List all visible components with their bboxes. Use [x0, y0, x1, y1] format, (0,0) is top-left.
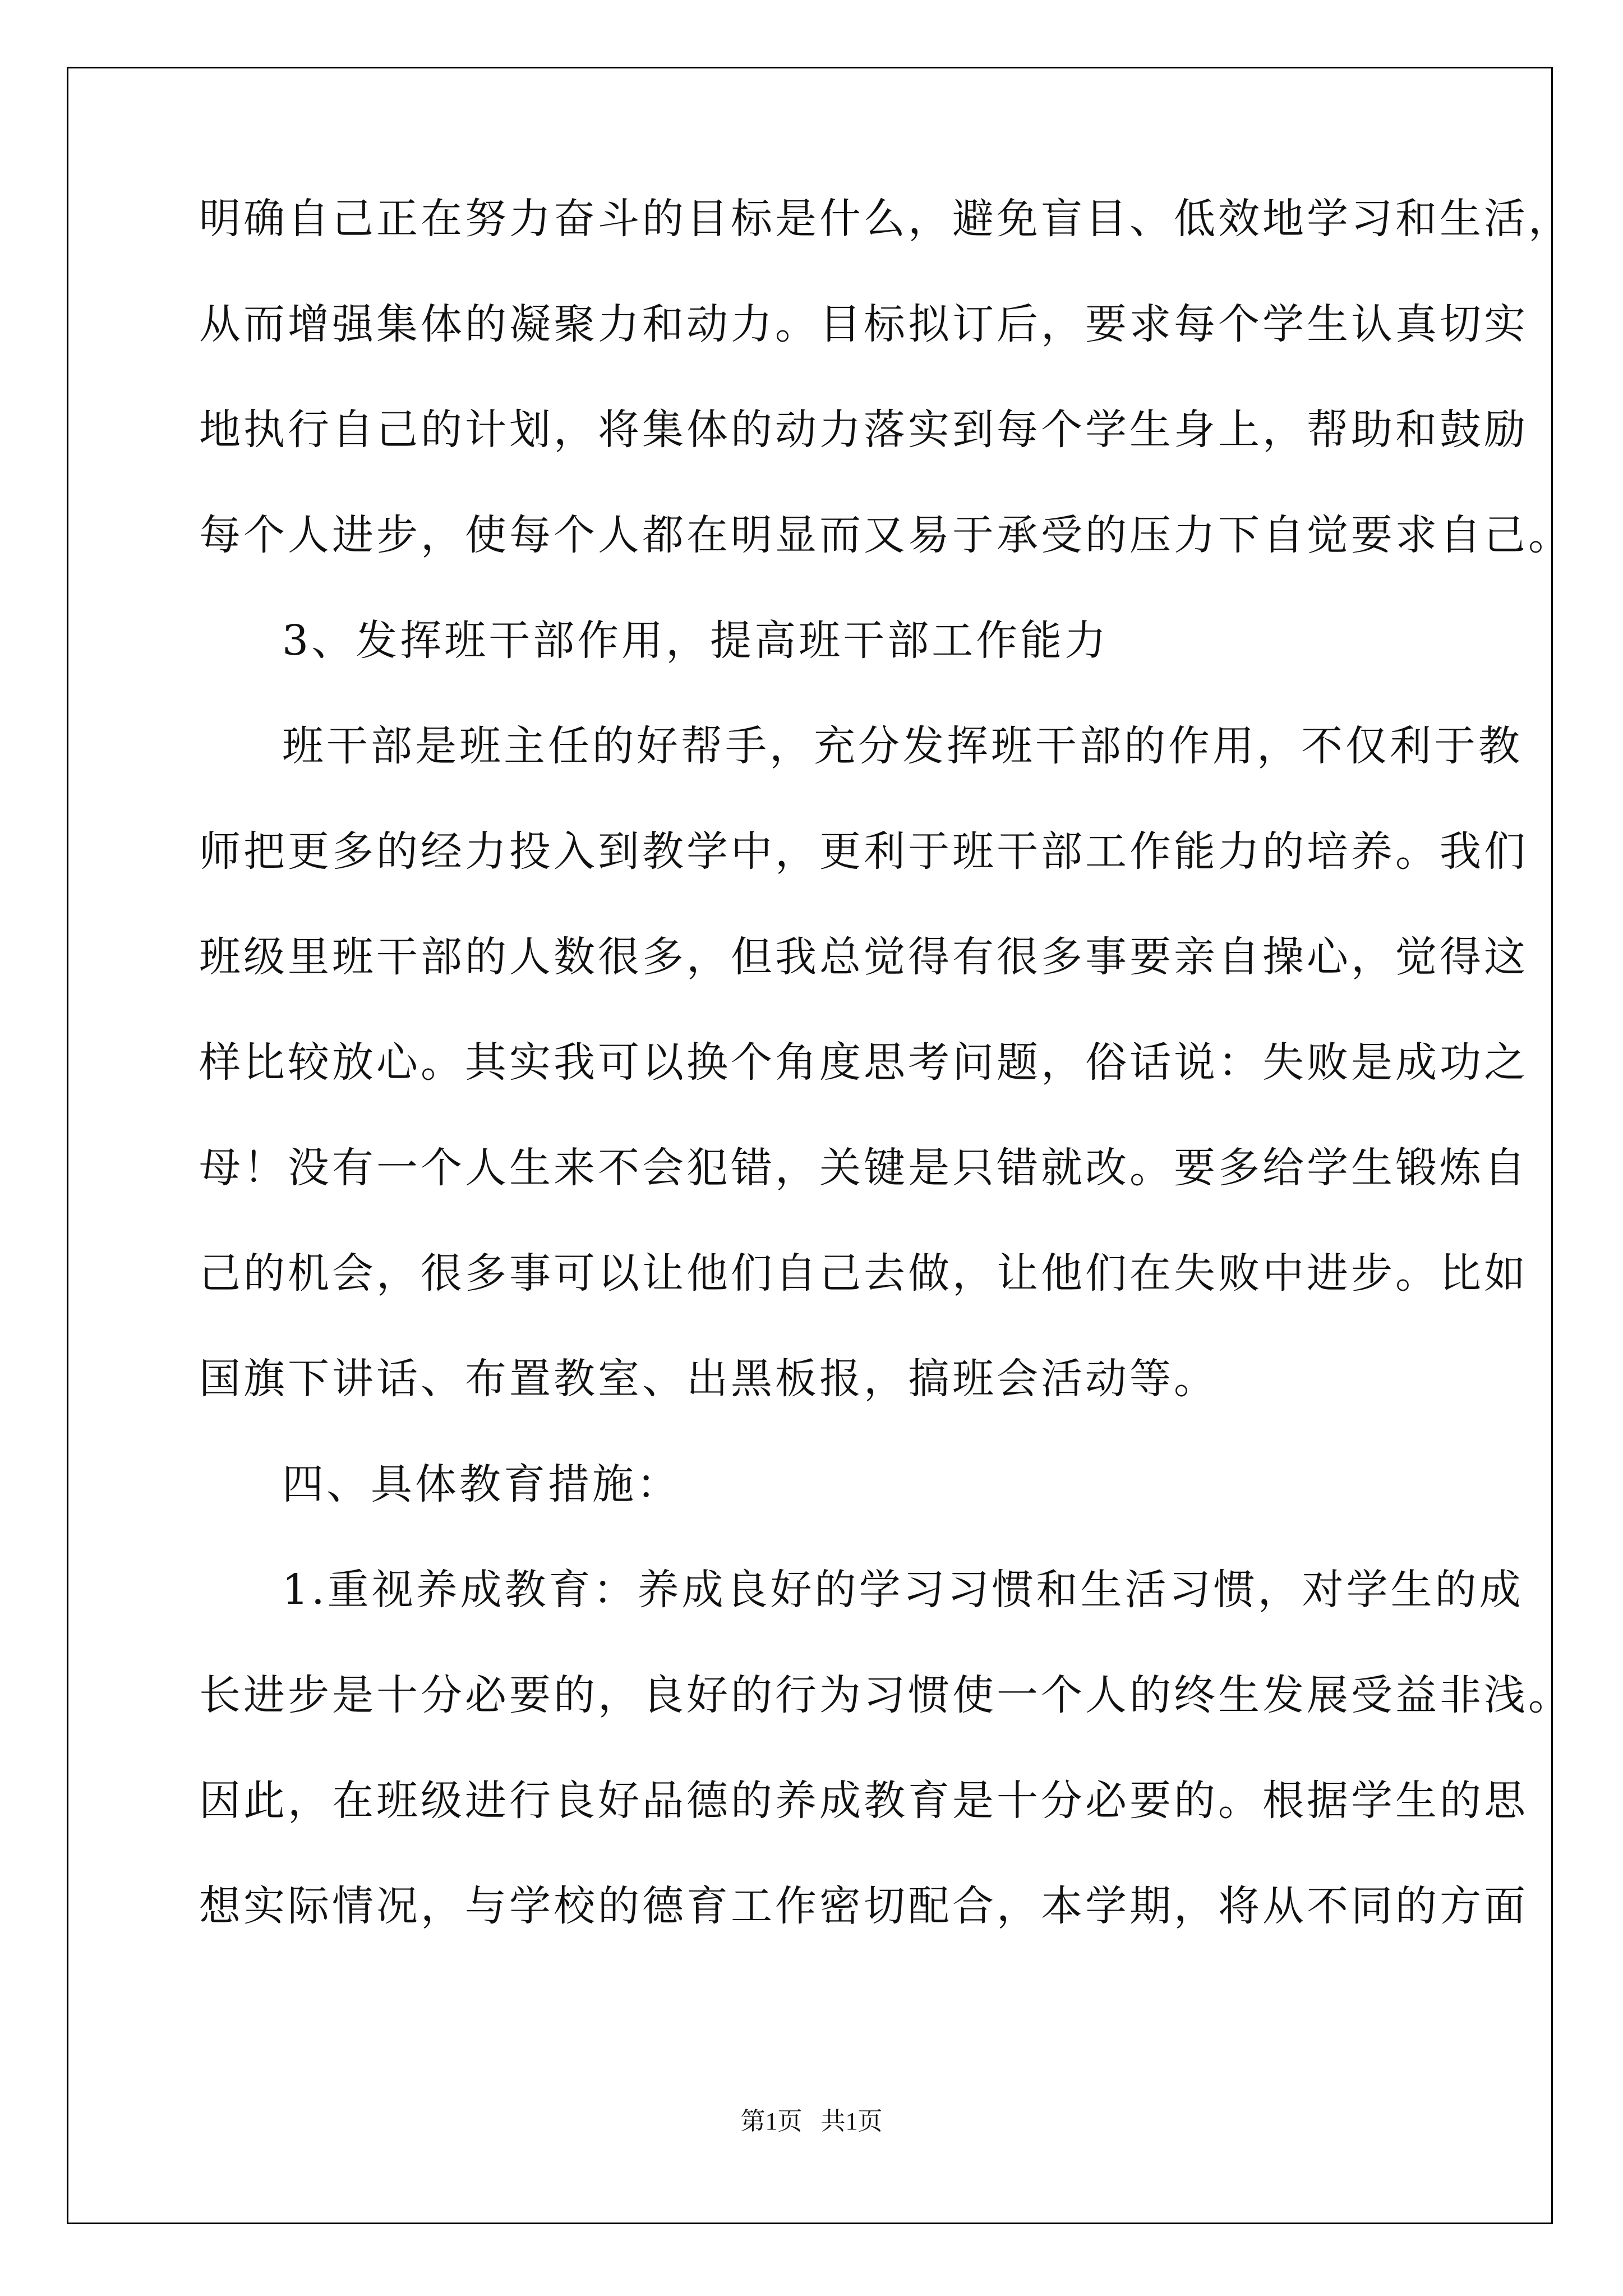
paragraph-line: 1.重视养成教育：养成良好的学习习惯和生活习惯，对学生的成 — [282, 1566, 1524, 1614]
paragraph-line: 因此，在班级进行良好品德的养成教育是十分必要的。根据学生的思 — [199, 1777, 1528, 1825]
paragraph-line: 想实际情况，与学校的德育工作密切配合，本学期，将从不同的方面 — [199, 1882, 1528, 1930]
paragraph-line: 地执行自己的计划，将集体的动力落实到每个学生身上，帮助和鼓励 — [199, 406, 1528, 454]
paragraph-line: 每个人进步，使每个人都在明显而又易于承受的压力下自觉要求自己。 — [199, 511, 1573, 559]
section-heading: 四、具体教育措施： — [282, 1460, 681, 1508]
paragraph-line: 样比较放心。其实我可以换个角度思考问题，俗话说：失败是成功之 — [199, 1038, 1528, 1087]
paragraph-line: 从而增强集体的凝聚力和动力。目标拟订后，要求每个学生认真切实 — [199, 300, 1528, 348]
paragraph-line: 母！没有一个人生来不会犯错，关键是只错就改。要多给学生锻炼自 — [199, 1144, 1528, 1192]
paragraph-line: 班级里班干部的人数很多，但我总觉得有很多事要亲自操心，觉得这 — [199, 933, 1528, 981]
section-heading: 3、发挥班干部作用，提高班干部工作能力 — [282, 616, 1109, 665]
paragraph-line: 师把更多的经力投入到教学中，更利于班干部工作能力的培养。我们 — [199, 827, 1528, 876]
paragraph-line: 己的机会，很多事可以让他们自己去做，让他们在失败中进步。比如 — [199, 1249, 1528, 1297]
page-number: 第1页 共1页 — [740, 2108, 883, 2135]
paragraph-line: 国旗下讲话、布置教室、出黑板报，搞班会活动等。 — [199, 1355, 1218, 1403]
paragraph-line: 明确自己正在努力奋斗的目标是什么，避免盲目、低效地学习和生活， — [199, 195, 1573, 243]
paragraph-line: 班干部是班主任的好帮手，充分发挥班干部的作用，不仅利于教 — [282, 722, 1523, 770]
paragraph-line: 长进步是十分必要的，良好的行为习惯使一个人的终生发展受益非浅。 — [199, 1671, 1573, 1719]
